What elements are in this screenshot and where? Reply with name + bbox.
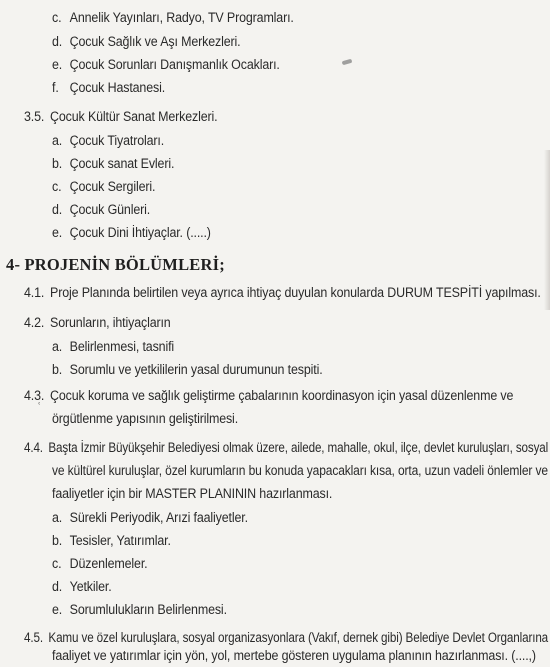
list-item bbox=[52, 579, 112, 595]
section-text: Kamu ve özel kuruluşlara, sosyal organizasyonlara (Vakıf, dernek gibi) Belediye Devlet Organlarına bbox=[48, 630, 549, 645]
section-text: örgütlenme yapısının geliştirilmesi. bbox=[52, 411, 239, 426]
item-text: Sorumlulukların Belirlenmesi. bbox=[69, 602, 227, 617]
subsection-item bbox=[24, 440, 548, 456]
item-label: d. bbox=[52, 34, 63, 49]
list-item bbox=[52, 556, 147, 572]
pen-mark bbox=[342, 59, 353, 65]
list-item bbox=[52, 10, 294, 26]
item-text: Çocuk Sorunları Danışmanlık Ocakları. bbox=[69, 57, 280, 72]
section-number: 4.4. bbox=[24, 440, 43, 455]
list-item bbox=[52, 202, 150, 218]
item-label: a. bbox=[52, 133, 63, 148]
item-text: Çocuk Sağlık ve Aşı Merkezleri. bbox=[69, 34, 241, 49]
list-item bbox=[52, 80, 165, 96]
continuation-line bbox=[52, 411, 238, 427]
section-text: Proje Planında belirtilen veya ayrıca ihtiyaç duyulan konularda DURUM TESPİTİ yapılması. bbox=[50, 285, 541, 300]
section-heading: 4- PROJENİN BÖLÜMLERİ; bbox=[6, 255, 225, 274]
subsection-item bbox=[24, 388, 513, 404]
subsection-title bbox=[24, 109, 218, 125]
section-number: 4.2. bbox=[24, 315, 45, 330]
section-text: Çocuk Kültür Sanat Merkezleri. bbox=[50, 109, 218, 124]
item-text: Çocuk Dini İhtiyaçlar. (.....) bbox=[69, 225, 211, 240]
subsection-item bbox=[24, 315, 171, 331]
subsection-item bbox=[24, 630, 548, 646]
margin-tick-mark: ʿ bbox=[38, 402, 41, 412]
item-text: Çocuk Hastanesi. bbox=[69, 80, 166, 95]
section-number: 4.1. bbox=[24, 285, 45, 300]
list-item bbox=[52, 510, 248, 526]
item-label: e. bbox=[52, 602, 63, 617]
item-text: Çocuk Tiyatroları. bbox=[69, 133, 165, 148]
list-item bbox=[52, 133, 164, 149]
list-item bbox=[52, 34, 240, 50]
section-number: 3.5. bbox=[24, 109, 45, 124]
section-text: Çocuk koruma ve sağlık geliştirme çabalarının koordinasyon için yasal düzenlenme ve bbox=[50, 388, 514, 403]
section-text: Sorunların, ihtiyaçların bbox=[50, 315, 171, 330]
list-item bbox=[52, 57, 280, 73]
item-text: Belirlenmesi, tasnifi bbox=[69, 339, 175, 354]
item-label: a. bbox=[52, 339, 63, 354]
item-label: d. bbox=[52, 202, 63, 217]
list-item bbox=[52, 179, 155, 195]
continuation-line bbox=[52, 486, 332, 502]
continuation-line bbox=[52, 463, 548, 479]
item-label: e. bbox=[52, 225, 63, 240]
item-text: Tesisler, Yatırımlar. bbox=[69, 533, 171, 548]
item-label: c. bbox=[52, 10, 62, 25]
item-label: e. bbox=[52, 57, 63, 72]
subsection-item bbox=[24, 285, 541, 301]
section-number: 4.5. bbox=[24, 630, 43, 645]
item-label: c. bbox=[52, 556, 62, 571]
item-label: b. bbox=[52, 362, 63, 377]
list-item bbox=[52, 225, 211, 241]
item-label: c. bbox=[52, 179, 62, 194]
item-text: Sorumlu ve yetkililerin yasal durumunun tespiti. bbox=[69, 362, 323, 377]
list-item bbox=[52, 362, 323, 378]
item-text: Çocuk sanat Evleri. bbox=[69, 156, 175, 171]
item-text: Çocuk Günleri. bbox=[69, 202, 151, 217]
page-edge-shadow bbox=[544, 150, 550, 310]
item-text: Düzenlemeler. bbox=[69, 556, 148, 571]
list-item bbox=[52, 533, 171, 549]
item-label: a. bbox=[52, 510, 63, 525]
item-text: Çocuk Sergileri. bbox=[69, 179, 156, 194]
list-item bbox=[52, 156, 174, 172]
list-item bbox=[52, 602, 227, 618]
item-label: b. bbox=[52, 533, 63, 548]
item-label: f. bbox=[52, 80, 59, 95]
section-text: faaliyet ve yatırımlar için yön, yol, mertebe gösteren uygulama planının hazırlanması. (....,) bbox=[52, 648, 536, 663]
section-text: ve kültürel kuruluşlar, özel kurumların bu konuda yapacakları kısa, orta, uzun vadeli önlemler ve bbox=[52, 463, 548, 478]
item-text: Sürekli Periyodik, Arızi faaliyetler. bbox=[69, 510, 248, 525]
section-number: 4.3. bbox=[24, 388, 45, 403]
continuation-line bbox=[52, 648, 536, 664]
section-text: Başta İzmir Büyükşehir Belediyesi olmak üzere, ailede, mahalle, okul, ilçe, devlet kuruluşları, sosyal bbox=[48, 440, 549, 455]
item-label: b. bbox=[52, 156, 63, 171]
item-text: Yetkiler. bbox=[69, 579, 112, 594]
item-label: d. bbox=[52, 579, 63, 594]
list-item bbox=[52, 339, 174, 355]
item-text: Annelik Yayınları, Radyo, TV Programları. bbox=[69, 10, 294, 25]
section-text: faaliyetler için bir MASTER PLANININ hazırlanması. bbox=[52, 486, 333, 501]
